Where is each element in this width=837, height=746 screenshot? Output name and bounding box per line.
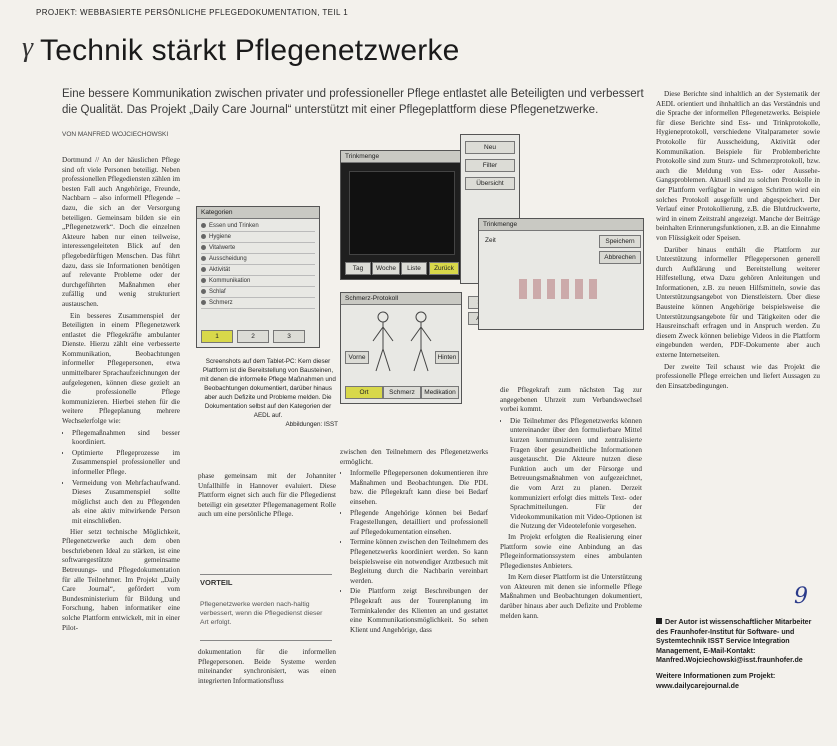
column-5 [656, 90, 820, 610]
list-item: • Pflegemaßnahmen sind besser koordiniert. [72, 429, 180, 448]
category-icon [201, 256, 206, 261]
category-row: Kommunikation [201, 276, 315, 287]
paragraph: Hier setzt technische Möglichkeit, Pflegenetzwerke auch dem oben beschriebenen Ideal zu stärken, ist eine softwaregestützte gemeinsame Betreuungs- und Pflegedokumentation für alle Teilnehmer. Im Projekt „Daily Care Journal“, gefördert vom Bundesministerium für Bildung und Forschung, haben informatiker eine solche Plattform entwickelt, mit in einer Pilot- [62, 527, 180, 632]
window-titlebar: Trinkmenge [479, 219, 643, 231]
tab-2-button: 2 [237, 330, 269, 343]
place-button: Ort [345, 386, 383, 399]
pull-quote: Pflegenetzwerke werden nach-haltig verbessert, wenn die Pflegedienst dieser Art erfolgt. [200, 601, 323, 626]
category-row: Hygiene [201, 232, 315, 243]
back-button: Zurück [429, 262, 459, 275]
list-item: • Informelle Pflegepersonen dokumentieren ihre Maßnahmen und Beobachtungen. Die PDL bzw. die Pflegekraft kann diese bei Bedarf einsehen. [350, 469, 488, 507]
byline: VON MANFRED WOJCIECHOWSKI [62, 131, 169, 138]
cancel-button: Abbrechen [599, 251, 641, 264]
body-figure-icon [363, 309, 443, 377]
pain-button: Schmerz [383, 386, 421, 399]
kicker: PROJEKT: WEBBASIERTE PERSÖNLICHE PFLEGEDOKUMENTATION, TEIL 1 [36, 8, 349, 17]
drink-icons [519, 279, 599, 299]
list-item: • Vermeidung von Mehrfachaufwand. Dieses Zusammenspiel sollte möglichst auch den zu Pflegenden als eine aktiv mitwirkende Person mit einschließen. [72, 479, 180, 527]
divider [200, 640, 332, 641]
tab-1-button: 1 [201, 330, 233, 343]
window-titlebar: Kategorien [197, 207, 319, 219]
paragraph: Im Kern dieser Plattform ist die Unterstützung von Akteuren mit denen sie informelle Pflege Maßnahmen und Beobachtungen dokumentiert, darüber hinaus aber auch Defizite und Probleme melden kann. [500, 573, 642, 620]
pull-quote-heading: VORTEIL [200, 578, 233, 587]
benefit-list [62, 429, 180, 527]
paragraph: die Pflegekraft zum nächsten Tag zur angegebenen Uhrzeit zum Verbandswechsel vorbei kommt. [500, 386, 642, 414]
lead-paragraph: Eine bessere Kommunikation zwischen privater und professioneller Pflege entlastet alle Beteiligten und verbessert die Qualität. Das Projekt „Daily Care Journal“ unterstützt mit einer Pflegeplattform diese Pflegenetzwerke. [62, 88, 644, 116]
category-icon [201, 223, 206, 228]
column-2 [198, 472, 336, 574]
window-titlebar: Schmerz-Protokoll [341, 293, 461, 305]
category-icon [201, 234, 206, 239]
time-label: Zeit [485, 237, 496, 244]
window-titlebar: Trinkmenge [341, 151, 461, 163]
category-icon [201, 245, 206, 250]
figure-caption: Screenshots auf dem Tablet-PC: Kern dieser Plattform ist die Bereitstellung von Bausteinen, mit denen die informelle Pflege Maßnahmen und Beobachtungen dokumentiert, darüber hinaus aber auch Defizite und Probleme melden. Die Dokumentation selbst auf den Kategorien der AEDL auf. Abbildungen: ISST [198, 357, 338, 429]
author-infobox [656, 618, 820, 691]
paragraph: Der zweite Teil schaust wie das Projekt die professionelle Pflege erreichen und liefert Aussagen zu den Einsatzbedingungen. [656, 362, 820, 390]
rear-button: Hinten [435, 351, 459, 364]
paragraph: Darüber hinaus enthält die Plattform zur Unterstützung informeller Pflegepersonen generell durch Aufklärung und Bereitstellung weiterer Hilfestellung, etwa Dazu gehören Anleitungen und Informationen, z.B. zu neuen Hilfsmitteln, sowie das Unterstützungsangebot von Dienstleistern. Über diese Bausteine können Angehörige beispielsweise die Unterstützungsangebote für und Tätigkeiten oder die Hausreinschaft erfragen und in Anspruch werden. Zu diesem Zweck können beliebige Videos in die Plattform eingebunden werden, PDF-Dokumente aber auch externe Internetseiten. [656, 245, 820, 360]
list-item: • Die Teilnehmer des Pflegenetzwerks können untereinander über den formulierbare Mittel kurzen kommunizieren und zentralisierte Fragen über gesundheitliche Informationen ausgetauscht. Die Akteure nutzen diese Funktion auch um der Fürsorge und Betreuungsmaßnahmen von aufgezeichnet, die vom Arzt zu planen. Derzeit kommuniziert erfolgt dies mittels Text- oder Sprachmitteilungen. Für der Videokommunikation mit Video-Optionen ist die Nutzung der Videotelefonie vorgesehen. [510, 417, 642, 532]
week-button: Woche [372, 262, 400, 275]
paragraph: Im Projekt erfolgten die Realisierung einer Plattform sowie eine Anbindung an das Pflegeinformationssystem eines ambulanten Pflegedienstes Anbieters. [500, 532, 642, 570]
category-row: Schlaf [201, 287, 315, 298]
category-row: Essen und Trinken [201, 221, 315, 232]
category-row: Vitalwerte [201, 243, 315, 254]
chart-area [349, 171, 455, 255]
paragraph: zwischen den Teilnehmern des Pflegenetzwerks ermöglicht. [340, 448, 488, 466]
list-button: Liste [401, 262, 427, 275]
category-icon [201, 267, 206, 272]
column-1 [62, 156, 180, 744]
save-button: Speichern [599, 235, 641, 248]
handwritten-check-mark: γ [22, 32, 34, 63]
category-row: Schmerz [201, 298, 315, 309]
front-button: Vorne [345, 351, 369, 364]
column-4 [500, 386, 642, 744]
category-icon [201, 278, 206, 283]
screenshot-categories [196, 206, 320, 348]
paragraph: phase gemeinsam mit der Johanniter Unfallhilfe in Hannover evaluiert. Diese Plattform eignet sich auch für die Pflegedienst beteiligt ein gesetzter Pflegemanagement Rolle auch um eine persönliche Pflege. [198, 472, 336, 519]
category-row: Ausscheidung [201, 254, 315, 265]
screenshot-drink-entry [478, 218, 644, 330]
feature-list [340, 469, 488, 635]
project-link[interactable]: Weitere Informationen zum Projekt: www.dailycarejournal.de [656, 671, 776, 690]
list-item: • Termine können zwischen den Teilnehmern des Pflegenetzwerks koordiniert werden. So kann beispielsweise ein notwendiger Arztbesuch mit Begleitung durch die Nachbarin vereinbart werden. [350, 538, 488, 586]
paragraph: dokumentation für die informellen Pflegepersonen. Beide Systeme werden miteinander synchronisiert, was einen integrierten Informationsfluss [198, 648, 336, 685]
screenshot-chart [340, 150, 462, 280]
list-item: • Pflegende Angehörige können bei Bedarf Fragestellungen, detailliert und professionell auf Pflegedokumentation einsehen. [350, 509, 488, 538]
category-icon [201, 300, 206, 305]
column-3 [340, 448, 488, 744]
category-icon [201, 289, 206, 294]
divider [200, 574, 332, 575]
day-button: Tag [345, 262, 371, 275]
author-note: Der Autor ist wissenschaftlicher Mitarbeiter des Fraunhofer-Institut für Software- und Systemtechnik ISST Service Integration Management, E-Mail-Kontakt: Manfred.Wojciechowski@isst.fraunhofer.de [656, 618, 812, 665]
screenshot-pain-protocol [340, 292, 462, 404]
list-item: • Die Plattform zeigt Beschreibungen der Pflegekraft aus der Tourenplanung im Terminkalender des Klienten an und gestattet eine Kommunikationsmöglichkeit. So sehen Klient und Angehörige, dass [350, 587, 488, 635]
new-button: Neu [465, 141, 515, 154]
feature-list [500, 417, 642, 532]
category-row: Aktivität [201, 265, 315, 276]
list-item: • Optimierte Pflegeprozesse im Zusammenspiel professioneller und informeller Pflege. [72, 449, 180, 478]
overview-button: Übersicht [465, 177, 515, 190]
article-title: Technik stärkt Pflegenetzwerke [40, 34, 460, 67]
paragraph: Ein besseres Zusammenspiel der Beteiligten in einem Pflegenetzwerk entlastet die Pflegekräfte ambulanter Dienste. Hierzu zählt eine verbesserte Kommunikation, Beobachtungen informeller Pflegepersonen, etwa unmittelbarer Sprachaufzeichnungen der aufgelegenen, können diese gezielt an die professionelle Pflege kommunizieren. Hierbei stehen für die weitere Pflegeplanung mehrere Wechselerfolge wie: [62, 311, 180, 426]
bullet-square-icon [656, 618, 662, 624]
column-2-bottom [198, 648, 336, 744]
page-number: 9 [794, 584, 808, 609]
paragraph: Dortmund // An der häuslichen Pflege sind oft viele Personen beteiligt. Neben professionellen Pflegediensten zählen im besten Fall auch Angehörige, Freunde, Nachbarn – also informell Pflegende – dazu, die sich an der Versorgung beteiligen. Gemeinsam bilden sie ein „Pflegenetzwerk“. Doch die einzelnen Akteure haben nur einen teilweise, interessengeleiteten Blick auf den pflegebedürftigen Menschen. Das führt dazu, dass sie Informationen benötigen auf relevante Probleme oder der durchgeführten Maßnahmen eher zufällig und wenig strukturiert austauschen. [62, 156, 180, 308]
figure-credit: Abbildungen: ISST [285, 421, 338, 428]
paragraph: Diese Berichte sind inhaltlich an der Systematik der AEDL orientiert und ihnhaltlich an das Verständnis und die Sprache der informellen Pflegenetzwerks. Beispiele für diese Berichte sind Ess- und Trinkprotokolle, Hygieneprotokoll, verschiedene Vitalparameter sowie Protokolle für Ausscheidung, Aktivität oder Kommunikation. Beispiele für Problemberichte Protokolle sind zum Sturz- und Schmerzprotokoll, bzw. auch die Meldung von Ess- oder Aussehe-Gangsproblemen. Aktuell sind zu solchen Protokolle in der Plattform verfügbar in wenigen Schritten wird ein solches Protokoll ausgefüllt und abgespeichert. Der Verlauf einer Protokollierung, z.B. die Blutdruckwerte, wird in einem Zeitstrahl angezeigt. Manche der Beiträge beinhalten Erinnerungsfunktionen, z.B. an die Einnahme von Flüssigkeit oder Speisen. [656, 90, 820, 242]
filter-button: Filter [465, 159, 515, 172]
tab-3-button: 3 [273, 330, 305, 343]
medication-button: Medikation [421, 386, 459, 399]
